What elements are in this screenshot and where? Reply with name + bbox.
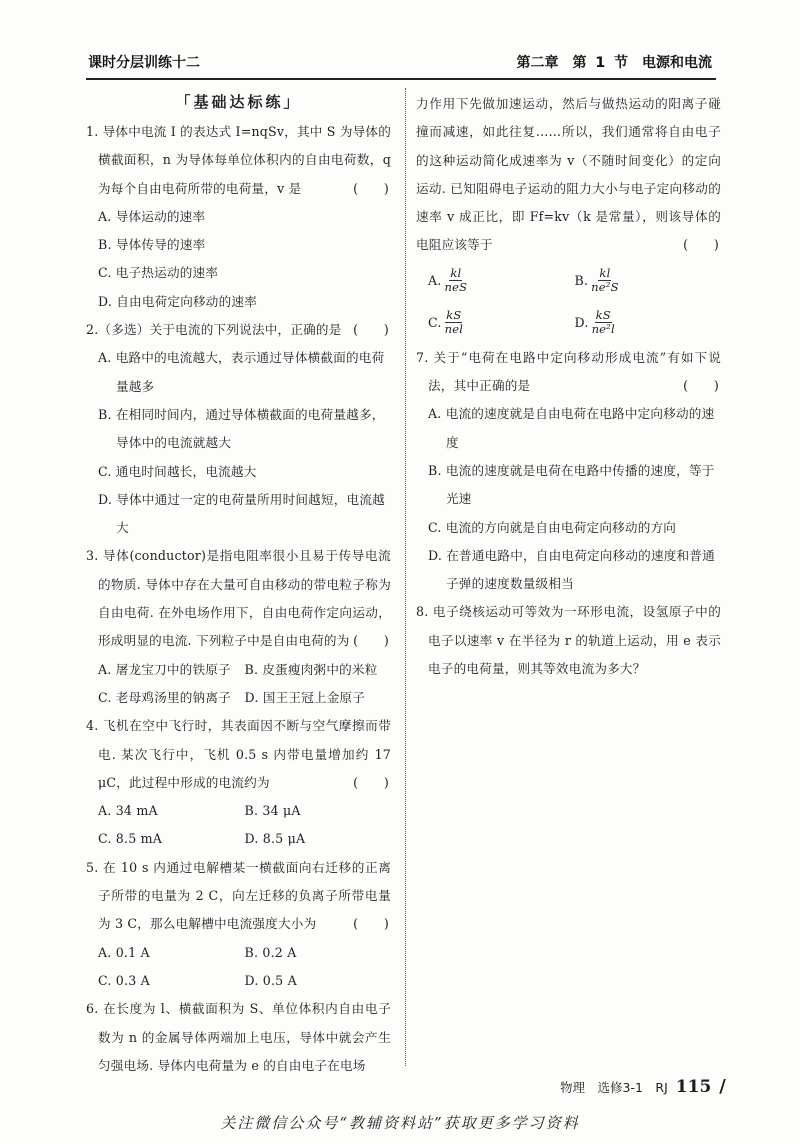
question-3-option-a: A. 屠龙宝刀中的铁原子 bbox=[98, 661, 231, 677]
question-7 bbox=[416, 344, 721, 599]
question-6-stem-right: 力作用下先做加速运动，然后与做热运动的阳离子碰撞而减速，如此往复……所以，我们通常将自由电子的这种运动简化成速率为 v（不随时间变化）的定向运动. 已知阻碍电子运动的阻力大小与电子定向移动的速率 v 成正比，即 Ff=kv（k 是常量），则该导体的电阻应该等于 bbox=[416, 96, 721, 253]
question-7-option-a: A. 电流的速度就是自由电荷在电路中定向移动的速度 bbox=[428, 406, 715, 450]
question-6-option-c: C. $\frac{kS}{\text{nel}}$ bbox=[428, 308, 464, 337]
question-1-answer-bracket: ( ) bbox=[353, 180, 389, 196]
option-b-denominator: ne²S bbox=[591, 280, 619, 295]
question-3 bbox=[86, 542, 391, 712]
question-1-option-d: D. 自由电荷定向移动的速率 bbox=[98, 293, 257, 309]
option-d-denominator: ne²l bbox=[591, 322, 615, 337]
page-number: 115 bbox=[675, 1077, 712, 1097]
question-4-option-b: B. 34 μA bbox=[244, 803, 301, 819]
option-b-numerator: kl bbox=[599, 266, 611, 281]
question-4-option-a: A. 34 mA bbox=[98, 803, 158, 819]
option-a-numerator: kl bbox=[450, 266, 462, 281]
question-3-answer-bracket: ( ) bbox=[353, 633, 389, 649]
question-6-part-2 bbox=[416, 90, 721, 344]
question-1-option-b: B. 导体传导的速率 bbox=[98, 237, 206, 253]
option-a-denominator: neS bbox=[444, 280, 468, 295]
question-7-option-d: D. 在普通电路中，自由电荷定向移动的速度和普通子弹的速度数量级相当 bbox=[428, 547, 715, 592]
question-7-option-b: B. 电流的速度就是电荷在电路中传播的速度，等于光速 bbox=[428, 462, 715, 507]
question-1-option-a: A. 导体运动的速率 bbox=[98, 208, 206, 224]
question-7-stem: 7. 关于“电荷在电路中定向移动形成电流”有如下说法，其中正确的是 bbox=[416, 349, 721, 394]
question-3-option-b: B. 皮蛋瘦肉粥中的米粒 bbox=[244, 661, 378, 677]
question-4-stem: 4. 飞机在空中飞行时，其表面因不断与空气摩擦而带电. 某次飞行中，飞机 0.5 s 内带电量增加约 17 μC，此过程中形成的电流约为 bbox=[86, 718, 391, 790]
section-title: 「基础达标练」 bbox=[175, 93, 302, 111]
header-chapter-title: 第二章 第 1 节 电源和电流 bbox=[516, 55, 712, 71]
question-3-stem: 3. 导体(conductor)是指电阻率很小且易于传导电流的物质. 导体中存在大量可自由移动的带电粒子称为自由电荷. 在外电场作用下，自由电荷作定向运动，形成明显的电流. 下列粒子中是自由电荷的为 bbox=[86, 548, 391, 649]
question-4-answer-bracket: ( ) bbox=[353, 774, 389, 790]
question-6-part-1 bbox=[86, 995, 391, 1080]
question-2-option-b: B. 在相同时间内，通过导体横截面的电荷量越多，导体中的电流就越大 bbox=[98, 406, 385, 451]
question-2-option-a: A. 电路中的电流越大，表示通过导体横截面的电荷量越多 bbox=[98, 350, 385, 394]
page-footer bbox=[560, 1076, 726, 1097]
question-1-option-c: C. 电子热运动的速率 bbox=[98, 265, 219, 281]
column-divider bbox=[405, 88, 406, 1066]
question-5-answer-bracket: ( ) bbox=[353, 916, 389, 932]
question-1 bbox=[86, 118, 391, 316]
question-8-stem: 8. 电子绕核运动可等效为一环形电流，设氢原子中的电子以速率 v 在半径为 r 的轨道上运动，用 e 表示电子的电荷量，则其等效电流为多大？ bbox=[416, 604, 721, 677]
question-5 bbox=[86, 854, 391, 995]
promo-note: 关注微信公众号“教辅资料站”获取更多学习资料 bbox=[220, 1114, 580, 1132]
header-left-title: 课时分层训练十二 bbox=[88, 55, 200, 71]
question-6-stem-left: 6. 在长度为 l、横截面积为 S、单位体积内自由电子数为 n 的金属导体两端加上电压，导体中就会产生匀强电场. 导体内电荷量为 e 的自由电子在电场 bbox=[86, 1001, 391, 1073]
question-4 bbox=[86, 712, 391, 853]
question-5-option-c: C. 0.3 A bbox=[98, 972, 150, 988]
question-6-option-d: D. $\frac{kS}{\text{ne²l}}$ bbox=[574, 308, 615, 337]
left-column bbox=[86, 90, 391, 1080]
question-4-option-d: D. 8.5 μA bbox=[244, 831, 306, 847]
question-5-option-b: B. 0.2 A bbox=[244, 944, 297, 960]
question-7-option-c: C. 电流的方向就是自由电荷定向移动的方向 bbox=[428, 519, 677, 535]
question-5-option-a: A. 0.1 A bbox=[98, 944, 150, 960]
option-c-denominator: nel bbox=[444, 322, 464, 337]
right-column bbox=[416, 90, 721, 683]
question-3-option-c: C. 老母鸡汤里的钠离子 bbox=[98, 689, 231, 705]
question-3-option-d: D. 国王王冠上金原子 bbox=[244, 689, 366, 705]
option-d-numerator: kS bbox=[595, 308, 611, 323]
footer-subject: 物理 选修3-1 RJ bbox=[560, 1080, 668, 1095]
question-4-option-c: C. 8.5 mA bbox=[98, 831, 163, 847]
question-2-answer-bracket: ( ) bbox=[353, 322, 389, 338]
question-2-option-c: C. 通电时间越长，电流越大 bbox=[98, 463, 257, 479]
question-8 bbox=[416, 598, 721, 683]
question-2 bbox=[86, 316, 391, 542]
footer-slash: / bbox=[719, 1076, 726, 1097]
question-6-option-b: B. $\frac{kl}{\text{ne²S}}$ bbox=[574, 266, 619, 295]
question-5-option-d: D. 0.5 A bbox=[244, 972, 297, 988]
question-7-answer-bracket: ( ) bbox=[683, 378, 719, 394]
question-2-option-d: D. 导体中通过一定的电荷量所用时间越短，电流越大 bbox=[98, 491, 385, 536]
header-rule bbox=[86, 78, 716, 80]
question-6-answer-bracket: ( ) bbox=[683, 237, 719, 253]
question-6-option-a: A. $\frac{kl}{\text{neS}}$ bbox=[428, 266, 468, 295]
question-1-stem: 1. 导体中电流 I 的表达式 I=nqSv，其中 S 为导体的横截面积，n 为导体每单位体积内的自由电荷数，q 为每个自由电荷所带的电荷量，v 是 bbox=[86, 124, 391, 196]
question-5-stem: 5. 在 10 s 内通过电解槽某一横截面向右迁移的正离子所带的电量为 2 C，向左迁移的负离子所带电量为 3 C，那么电解槽中电流强度大小为 bbox=[86, 859, 391, 932]
question-2-stem: 2.（多选）关于电流的下列说法中，正确的是 bbox=[86, 322, 342, 338]
option-c-numerator: kS bbox=[446, 308, 462, 323]
